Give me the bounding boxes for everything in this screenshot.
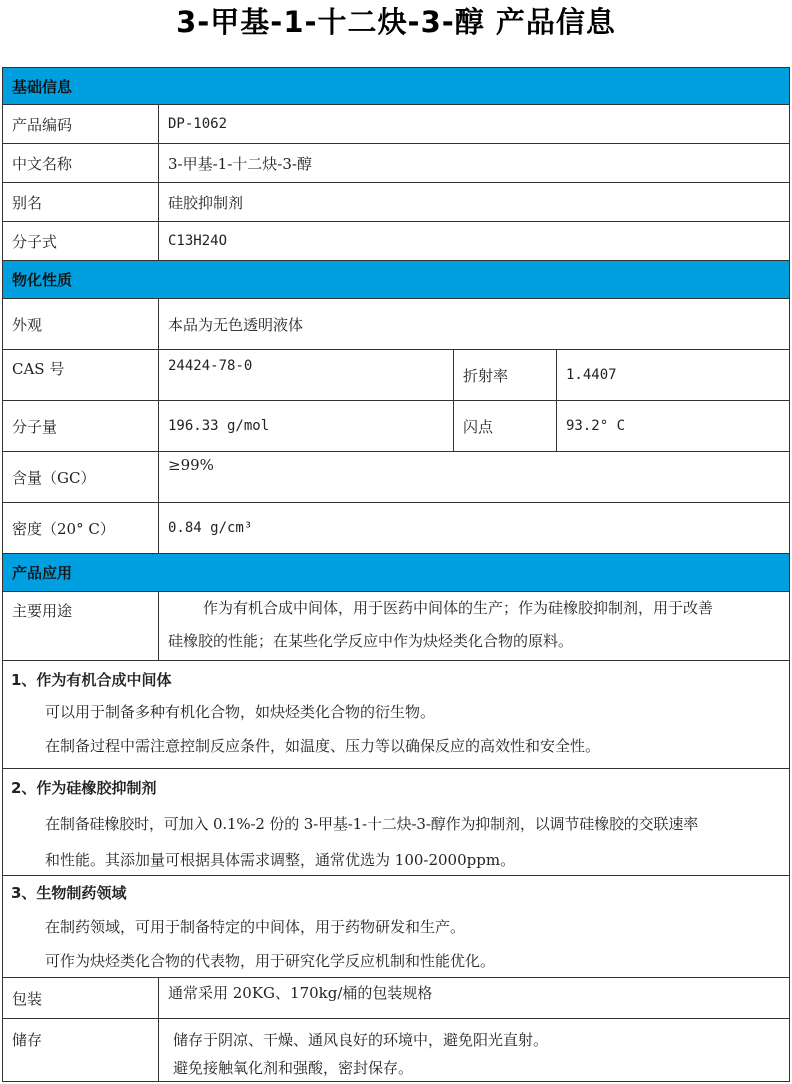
section-header-basic: 基础信息 — [3, 68, 789, 105]
cas-value: 24424-78-0 — [158, 350, 453, 400]
use-2-title: 2、作为硅橡胶抑制剂 — [11, 779, 157, 797]
refractive-index-label: 折射率 — [453, 350, 556, 400]
row-content — [3, 452, 789, 503]
appearance-value: 本品为无色透明液体 — [158, 299, 789, 349]
flash-point-label: 闪点 — [453, 401, 556, 451]
chinese-name-value: 3-甲基-1-十二炔-3-醇 — [158, 144, 789, 182]
row-use-2 — [3, 769, 789, 876]
storage-line-1: 储存于阴凉、干燥、通风良好的环境中，避免阳光直射。 — [173, 1031, 549, 1049]
row-molecular-weight — [3, 401, 789, 452]
alias-value: 硅胶抑制剂 — [158, 183, 789, 221]
content-label: 含量（GC） — [12, 468, 96, 487]
row-density — [3, 503, 789, 554]
use-1-title: 1、作为有机合成中间体 — [11, 671, 172, 689]
refractive-index-value: 1.4407 — [556, 350, 789, 400]
section-header-application: 产品应用 — [3, 554, 789, 592]
use-1-line-1: 可以用于制备多种有机化合物，如炔烃类化合物的衍生物。 — [45, 703, 436, 721]
main-use-line-1: 作为有机合成中间体，用于医药中间体的生产；作为硅橡胶抑制剂，用于改善 — [203, 599, 714, 617]
use-3-title: 3、生物制药领域 — [11, 884, 127, 902]
formula-label: 分子式 — [12, 232, 58, 251]
row-alias — [3, 183, 789, 222]
flash-point-value: 93.2° C — [556, 401, 789, 451]
packaging-label: 包装 — [12, 989, 43, 1008]
alias-label: 别名 — [12, 193, 43, 212]
row-use-3 — [3, 876, 789, 978]
section-header-physchem: 物化性质 — [3, 261, 789, 299]
product-code-label: 产品编码 — [12, 115, 73, 134]
content-value: ≥99% — [158, 452, 789, 502]
product-info-table — [2, 67, 790, 1082]
use-1-line-2: 在制备过程中需注意控制反应条件，如温度、压力等以确保反应的高效性和安全性。 — [45, 737, 601, 755]
row-formula — [3, 222, 789, 261]
row-main-use — [3, 592, 789, 661]
row-appearance — [3, 299, 789, 350]
formula-value: C13H24O — [158, 222, 789, 260]
storage-label: 储存 — [12, 1031, 43, 1049]
use-2-line-1: 在制备硅橡胶时，可加入 0.1%-2 份的 3-甲基-1-十二炔-3-醇作为抑制剂，以调节硅橡胶的交联速率 — [45, 815, 699, 833]
row-product-code — [3, 105, 789, 144]
use-3-line-2: 可作为炔烃类化合物的代表物，用于研究化学反应机制和性能优化。 — [45, 952, 496, 970]
page-title: 3-甲基-1-十二炔-3-醇 产品信息 — [176, 5, 616, 39]
density-value: 0.84 g/cm³ — [158, 503, 789, 553]
density-label: 密度（20° C） — [12, 519, 115, 538]
main-use-value — [158, 592, 790, 660]
row-cas — [3, 350, 789, 401]
product-code-value: DP-1062 — [158, 105, 789, 143]
row-chinese-name — [3, 144, 789, 183]
row-storage — [3, 1019, 789, 1082]
row-use-1 — [3, 661, 789, 769]
molecular-weight-label: 分子量 — [12, 417, 58, 436]
chinese-name-label: 中文名称 — [12, 154, 73, 173]
cas-label: CAS 号 — [12, 360, 65, 378]
main-use-line-2: 硅橡胶的性能；在某些化学反应中作为炔烃类化合物的原料。 — [168, 632, 574, 650]
molecular-weight-value: 196.33 g/mol — [158, 401, 453, 451]
row-packaging — [3, 978, 789, 1019]
packaging-value: 通常采用 20KG、170kg/桶的包装规格 — [158, 978, 789, 1018]
main-use-label: 主要用途 — [12, 602, 73, 620]
use-2-line-2: 和性能。其添加量可根据具体需求调整，通常优选为 100-2000ppm。 — [45, 851, 516, 869]
storage-value — [158, 1019, 790, 1082]
storage-line-2: 避免接触氧化剂和强酸，密封保存。 — [173, 1059, 414, 1077]
appearance-label: 外观 — [12, 315, 43, 334]
use-3-line-1: 在制药领域，可用于制备特定的中间体，用于药物研发和生产。 — [45, 918, 466, 936]
